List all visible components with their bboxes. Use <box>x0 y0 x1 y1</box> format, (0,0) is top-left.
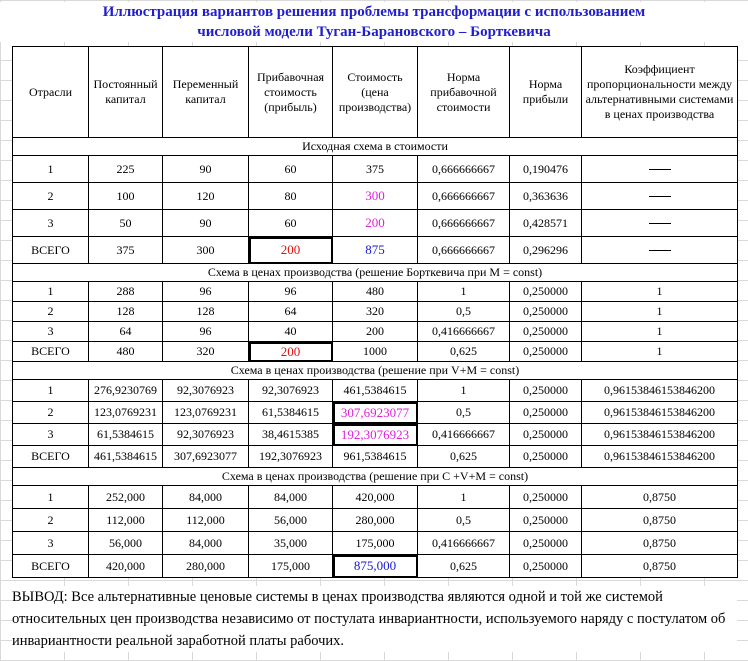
table-cell[interactable]: 0,96153846153846200 <box>582 424 738 446</box>
dash-mark <box>649 196 671 197</box>
table-cell[interactable]: 300 <box>163 237 249 264</box>
section-title: Схема в ценах производства (решение при V+M = const) <box>13 362 738 380</box>
table-cell[interactable]: 0,8750 <box>582 532 738 555</box>
table-cell[interactable] <box>582 156 738 183</box>
table-cell[interactable]: ВСЕГО <box>13 342 89 362</box>
table-cell[interactable]: 0,625 <box>418 555 510 578</box>
table-cell[interactable]: 480 <box>89 342 163 362</box>
title-line-2: числовой модели Туган-Барановского – Борткевича <box>197 24 551 40</box>
table-cell[interactable]: 1 <box>13 380 89 402</box>
table-cell[interactable]: 288 <box>89 282 163 302</box>
header-row <box>13 47 738 138</box>
table-row <box>13 210 738 237</box>
table-cell[interactable]: 120 <box>163 183 249 210</box>
table-cell[interactable]: 0,8750 <box>582 486 738 509</box>
table-cell[interactable]: 0,96153846153846200 <box>582 380 738 402</box>
table-cell-highlight[interactable]: 192,3076923 <box>333 424 418 446</box>
table-cell[interactable]: 2 <box>13 509 89 532</box>
section-header-row <box>13 468 738 486</box>
table-row <box>13 183 738 210</box>
table-cell[interactable]: ВСЕГО <box>13 446 89 468</box>
table-cell[interactable]: 200 <box>333 322 418 342</box>
table-cell[interactable]: 0,96153846153846200 <box>582 402 738 424</box>
table-cell[interactable]: 3 <box>13 424 89 446</box>
table-cell[interactable]: 61,5384615 <box>89 424 163 446</box>
table-cell[interactable] <box>582 210 738 237</box>
table-cell[interactable]: 123,0769231 <box>163 402 249 424</box>
table-cell[interactable]: 0,625 <box>418 342 510 362</box>
table-row-total <box>13 555 738 578</box>
transformation-table <box>12 46 738 578</box>
header-cell: Норма прибавочной стоимости <box>418 47 510 138</box>
section-header-row <box>13 264 738 282</box>
table-cell[interactable]: 1 <box>582 322 738 342</box>
table-cell[interactable]: 961,5384615 <box>333 446 418 468</box>
table-cell[interactable]: 0,416666667 <box>418 532 510 555</box>
table-cell-highlight[interactable]: 200 <box>249 237 333 264</box>
table-cell[interactable]: 1 <box>418 486 510 509</box>
table-cell[interactable]: 0,666666667 <box>418 183 510 210</box>
table-cell[interactable]: 84,000 <box>163 486 249 509</box>
table-cell[interactable]: 175,000 <box>333 532 418 555</box>
table-cell[interactable]: 307,6923077 <box>163 446 249 468</box>
table-cell[interactable]: 0,250000 <box>510 532 582 555</box>
table-row <box>13 282 738 302</box>
table-cell[interactable]: 0,5 <box>418 402 510 424</box>
table-cell[interactable]: 2 <box>13 302 89 322</box>
table-cell[interactable]: 84,000 <box>163 532 249 555</box>
table-cell[interactable]: 0,250000 <box>510 555 582 578</box>
conclusion-text: ВЫВОД: Все альтернативные ценовые системы в ценах производства являются одной и той же системой относительных цен производства независимо от постулата инвариантности, используемого наряду с постулатом об инвариантности реальной заработной платы рабочих. <box>12 586 737 652</box>
table-cell[interactable]: 192,3076923 <box>249 446 333 468</box>
section-title: Схема в ценах производства (решение при C +V+M = const) <box>13 468 738 486</box>
table-cell[interactable]: 0,96153846153846200 <box>582 446 738 468</box>
table-cell[interactable]: 84,000 <box>249 486 333 509</box>
table-cell[interactable]: 461,5384615 <box>89 446 163 468</box>
table-row <box>13 380 738 402</box>
table-cell[interactable]: 480 <box>333 282 418 302</box>
table-cell[interactable]: 100 <box>89 183 163 210</box>
table-cell-highlight[interactable]: 875 <box>333 237 418 264</box>
table-cell[interactable]: 3 <box>13 532 89 555</box>
header-cell: Коэффициент пропорциональности между альтернативными системами в ценах производства <box>582 47 738 138</box>
table-cell[interactable]: 35,000 <box>249 532 333 555</box>
table-cell[interactable] <box>582 183 738 210</box>
table-cell[interactable]: 0,5 <box>418 509 510 532</box>
table-cell[interactable]: 225 <box>89 156 163 183</box>
table-cell-highlight[interactable]: 307,6923077 <box>333 402 418 424</box>
table-row-total <box>13 342 738 362</box>
header-cell: Отрасли <box>13 47 89 138</box>
table-cell[interactable]: 64 <box>89 322 163 342</box>
table-cell[interactable]: 2 <box>13 183 89 210</box>
table-cell[interactable]: 90 <box>163 210 249 237</box>
table-cell[interactable]: 128 <box>89 302 163 322</box>
table-cell[interactable]: 56,000 <box>249 509 333 532</box>
table-cell-highlight[interactable]: 200 <box>333 210 418 237</box>
table-cell[interactable]: 92,3076923 <box>163 380 249 402</box>
table-cell[interactable]: 0,428571 <box>510 210 582 237</box>
table-cell[interactable]: 92,3076923 <box>163 424 249 446</box>
dash-mark <box>649 250 671 251</box>
section-header-row <box>13 362 738 380</box>
table-cell[interactable]: 128 <box>163 302 249 322</box>
table-cell[interactable]: 123,0769231 <box>89 402 163 424</box>
table-cell[interactable]: 96 <box>163 322 249 342</box>
title-line-1: Иллюстрация вариантов решения проблемы трансформации с использованием <box>102 4 646 20</box>
sheet-title <box>0 2 748 42</box>
table-cell[interactable]: 252,000 <box>89 486 163 509</box>
table-cell[interactable]: 0,8750 <box>582 555 738 578</box>
table-cell[interactable]: 420,000 <box>89 555 163 578</box>
table-cell[interactable]: 1 <box>418 380 510 402</box>
section-header-row <box>13 138 738 156</box>
table-cell[interactable]: 0,190476 <box>510 156 582 183</box>
table-cell[interactable]: 60 <box>249 156 333 183</box>
table-cell[interactable]: 0,416666667 <box>418 322 510 342</box>
section-title: Схема в ценах производства (решение Борткевича при M = const) <box>13 264 738 282</box>
table-row <box>13 156 738 183</box>
table-cell[interactable]: 50 <box>89 210 163 237</box>
table-cell[interactable]: 0,250000 <box>510 282 582 302</box>
table-cell[interactable]: 175,000 <box>249 555 333 578</box>
table-cell[interactable]: 96 <box>163 282 249 302</box>
table-cell[interactable] <box>582 237 738 264</box>
table-cell[interactable]: 320 <box>333 302 418 322</box>
table-cell[interactable]: 112,000 <box>163 509 249 532</box>
table-cell[interactable]: 0,250000 <box>510 380 582 402</box>
table-cell[interactable]: 1 <box>13 156 89 183</box>
table-row <box>13 402 738 424</box>
table-cell[interactable]: 0,625 <box>418 446 510 468</box>
table-cell[interactable]: 1000 <box>333 342 418 362</box>
table-cell[interactable]: 0,666666667 <box>418 210 510 237</box>
table-cell[interactable]: 0,416666667 <box>418 424 510 446</box>
table-cell[interactable]: 1 <box>418 282 510 302</box>
table-cell[interactable]: 0,296296 <box>510 237 582 264</box>
table-cell[interactable]: 0,8750 <box>582 509 738 532</box>
table-cell[interactable]: 320 <box>163 342 249 362</box>
table-row <box>13 532 738 555</box>
table-cell[interactable]: ВСЕГО <box>13 237 89 264</box>
table-row-total <box>13 446 738 468</box>
table-row-total <box>13 237 738 264</box>
header-cell: Стоимость (цена производства) <box>333 47 418 138</box>
table-cell-highlight[interactable]: 300 <box>333 183 418 210</box>
table-cell[interactable]: 90 <box>163 156 249 183</box>
table-cell[interactable]: 40 <box>249 322 333 342</box>
table-cell[interactable]: 64 <box>249 302 333 322</box>
table-cell[interactable]: 0,363636 <box>510 183 582 210</box>
table-cell[interactable]: 1 <box>582 302 738 322</box>
table-row <box>13 509 738 532</box>
section-title: Исходная схема в стоимости <box>13 138 738 156</box>
table-cell[interactable]: 92,3076923 <box>249 380 333 402</box>
table-cell[interactable]: 0,250000 <box>510 342 582 362</box>
table-cell[interactable]: 0,250000 <box>510 322 582 342</box>
table-cell[interactable]: 1 <box>13 282 89 302</box>
table-cell[interactable]: 61,5384615 <box>249 402 333 424</box>
table-cell[interactable]: 0,250000 <box>510 302 582 322</box>
table-cell[interactable]: 3 <box>13 322 89 342</box>
table-cell[interactable]: 38,4615385 <box>249 424 333 446</box>
table-cell[interactable]: 461,5384615 <box>333 380 418 402</box>
table-cell[interactable]: 276,9230769 <box>89 380 163 402</box>
table-cell[interactable]: 0,250000 <box>510 486 582 509</box>
table-cell[interactable]: 0,666666667 <box>418 237 510 264</box>
table-cell[interactable]: 280,000 <box>163 555 249 578</box>
table-cell[interactable]: 112,000 <box>89 509 163 532</box>
header-cell: Постоянный капитал <box>89 47 163 138</box>
table-cell[interactable]: 96 <box>249 282 333 302</box>
table-cell[interactable]: 1 <box>582 282 738 302</box>
table-cell[interactable]: 375 <box>89 237 163 264</box>
table-cell[interactable]: 420,000 <box>333 486 418 509</box>
table-cell[interactable]: 375 <box>333 156 418 183</box>
table-cell[interactable]: 60 <box>249 210 333 237</box>
table-row <box>13 302 738 322</box>
header-cell: Норма прибыли <box>510 47 582 138</box>
table-cell[interactable]: 0,666666667 <box>418 156 510 183</box>
table-row <box>13 486 738 509</box>
dash-mark <box>649 169 671 170</box>
dash-mark <box>649 223 671 224</box>
table-cell[interactable]: 0,250000 <box>510 424 582 446</box>
table-row <box>13 322 738 342</box>
table-cell[interactable]: 280,000 <box>333 509 418 532</box>
table-cell[interactable]: 0,250000 <box>510 446 582 468</box>
table-cell[interactable]: 0,5 <box>418 302 510 322</box>
table-cell[interactable]: 0,250000 <box>510 509 582 532</box>
table-cell[interactable]: ВСЕГО <box>13 555 89 578</box>
table-cell[interactable]: 3 <box>13 210 89 237</box>
table-cell[interactable]: 56,000 <box>89 532 163 555</box>
table-cell[interactable]: 0,250000 <box>510 402 582 424</box>
header-cell: Прибавочная стоимость (прибыль) <box>249 47 333 138</box>
table-cell[interactable]: 2 <box>13 402 89 424</box>
table-cell-highlight[interactable]: 200 <box>249 342 333 362</box>
header-cell: Переменный капитал <box>163 47 249 138</box>
table-cell[interactable]: 1 <box>582 342 738 362</box>
table-cell[interactable]: 80 <box>249 183 333 210</box>
table-cell-highlight[interactable]: 875,000 <box>333 555 418 578</box>
table-cell[interactable]: 1 <box>13 486 89 509</box>
table-row <box>13 424 738 446</box>
